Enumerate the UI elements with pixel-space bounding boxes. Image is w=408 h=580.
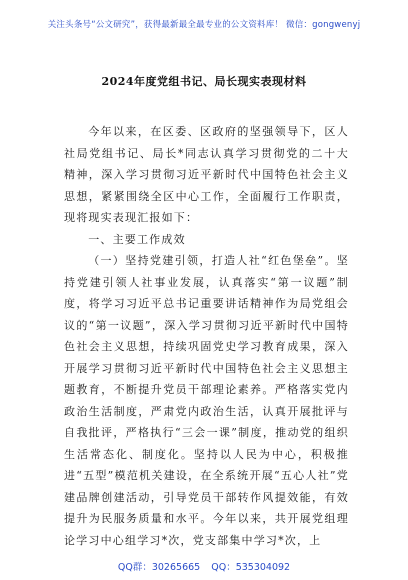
qq-number-text: QQ：535304092 [211, 562, 291, 573]
document-title: 2024年度党组书记、局长现实表现材料 [101, 75, 307, 88]
promo-banner: 关注头条号“公文研究”，获得最新最全最专业的公文资料库！ 微信：gongwenyj [47, 20, 361, 30]
document-body [64, 121, 349, 551]
section-heading: 一、主要工作成效 [88, 232, 186, 246]
body-paragraph: （一）坚持党建引领，打造人社“红色堡垒”。坚持党建引领人社事业发展，认真落实“第一议题”制度，将学习习近平总书记重要讲话精神作为局党组会议的“第一议题”，深入学习贯彻习近平新时代中国特色社会主义思想，持续巩固党史学习教育成果，深入开展学习贯彻习近平新时代中国特色社会主义思想主题教育，不断提升党员干部理论素养。严格落实党内政治生活制度，严肃党内政治生活，认真开展批评与自我批评，严格执行“三会一课”制度，推动党的组织生活常态化、制度化。坚持以人民为中心，积极推进“五型”模范机关建设，在全系统开展“五心人社”党建品牌创建活动，引导党员干部转作风提效能，有效提升为民服务质量和水平。今年以来，共开展党组理论学习中心组学习*次，党支部集中学习*次，上 [64, 254, 349, 547]
intro-paragraph: 今年以来，在区委、区政府的坚强领导下，区人社局党组书记、局长*同志认真学习贯彻党的二十大精神，深入学习贯彻习近平新时代中国特色社会主义思想，紧紧围绕全区中心工作，全面履行工作职责，现将现实表现汇报如下： [64, 125, 349, 224]
contact-footer [0, 559, 408, 573]
qq-group-text: QQ群：30265665 [117, 562, 201, 573]
